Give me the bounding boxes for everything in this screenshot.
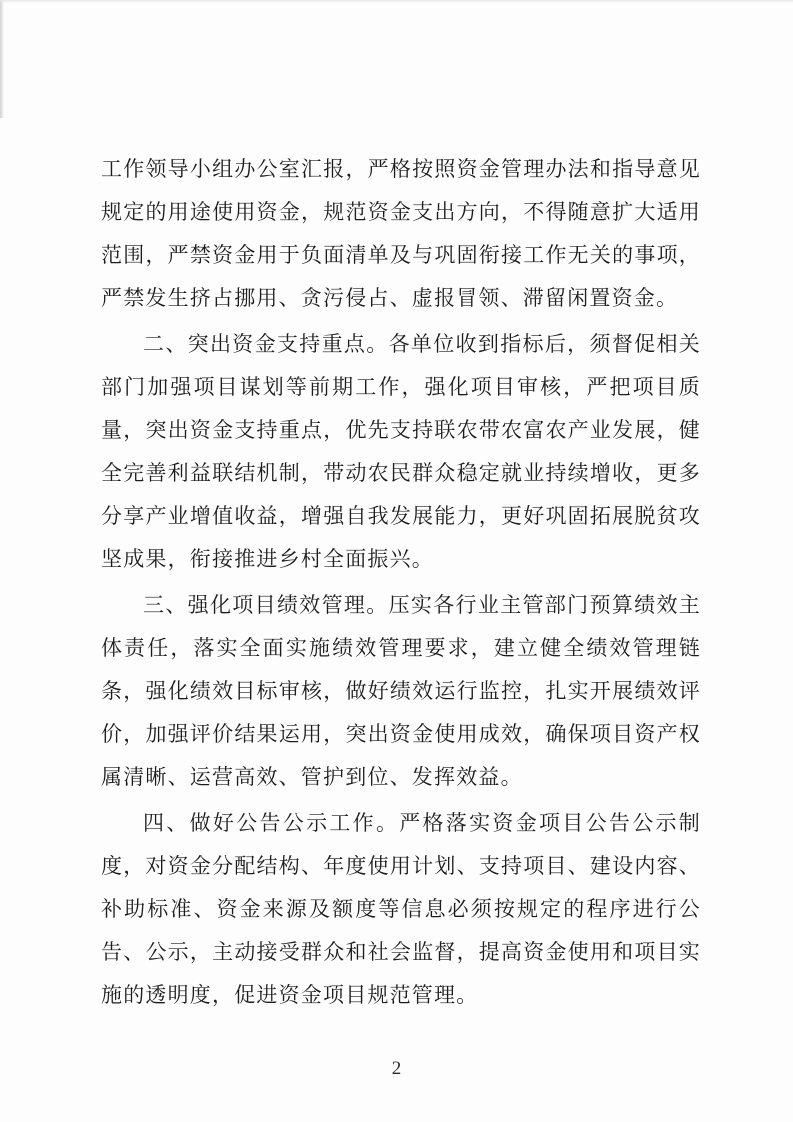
- scan-top-shadow: [0, 0, 793, 3]
- document-body: [101, 148, 701, 1020]
- paragraph-continuation: 工作领导小组办公室汇报，严格按照资金管理办法和指导意见规定的用途使用资金，规范资金支出方向，不得随意扩大适用范围，严禁资金用于负面清单及与巩固衔接工作无关的事项，严禁发生挤占挪用、贪污侵占、虚报冒领、滞留闲置资金。: [101, 157, 701, 310]
- scan-edge-shadow: [0, 0, 4, 118]
- paragraph-section-four: 四、做好公告公示工作。严格落实资金项目公告公示制度，对资金分配结构、年度使用计划、支持项目、建设内容、补助标准、资金来源及额度等信息必须按规定的程序进行公告、公示，主动接受群众和社会监督，提高资金使用和项目实施的透明度，促进资金项目规范管理。: [101, 811, 701, 1007]
- paragraph-section-two: 二、突出资金支持重点。各单位收到指标后，须督促相关部门加强项目谋划等前期工作，强化项目审核，严把项目质量，突出资金支持重点，优先支持联农带农富农产业发展，健全完善利益联结机制，带动农民群众稳定就业持续增收，更多分享产业增值收益，增强自我发展能力，更好巩固拓展脱贫攻坚成果，衔接推进乡村全面振兴。: [101, 332, 701, 571]
- paragraph-section-three: 三、强化项目绩效管理。压实各行业主管部门预算绩效主体责任，落实全面实施绩效管理要求，建立健全绩效管理链条，强化绩效目标审核，做好绩效运行监控，扎实开展绩效评价，加强评价结果运用，突出资金使用成效，确保项目资产权属清晰、运营高效、管护到位、发挥效益。: [101, 593, 701, 789]
- page-number: 2: [391, 1058, 402, 1079]
